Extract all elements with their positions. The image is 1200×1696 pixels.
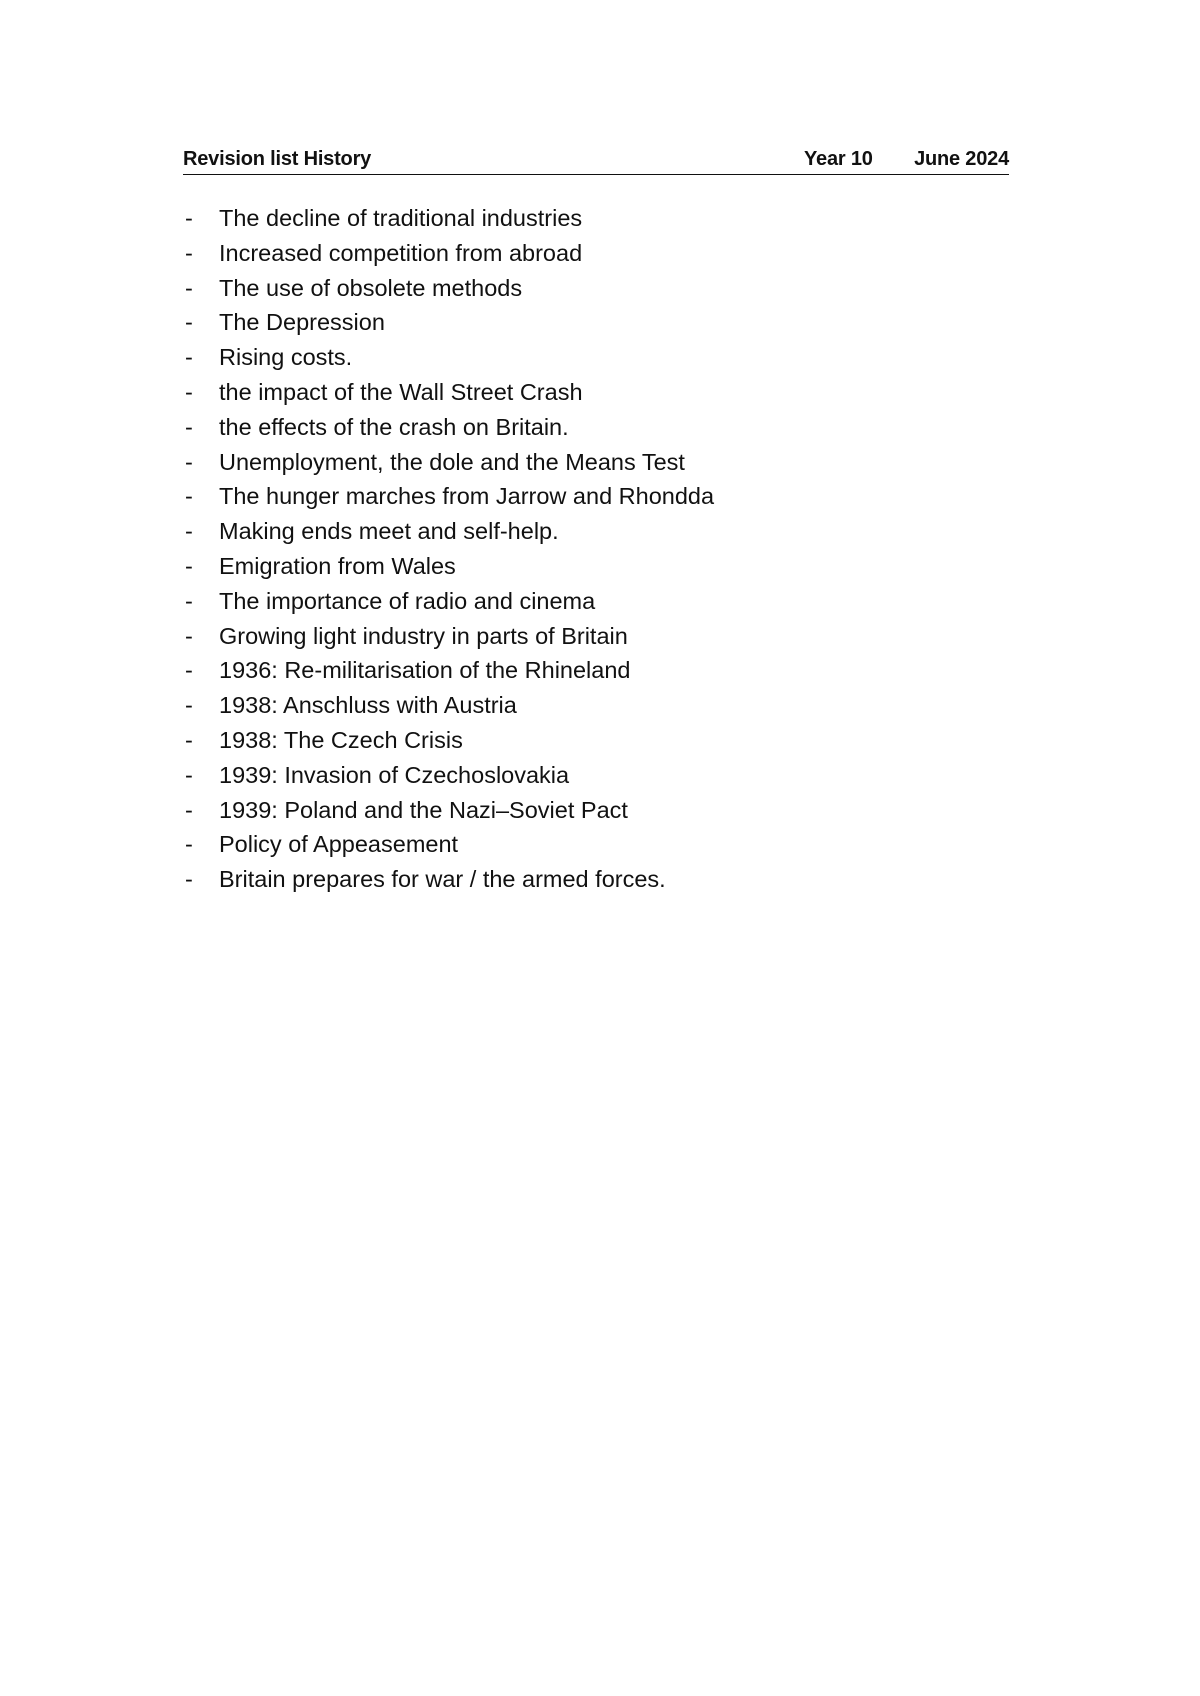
list-item-text: Making ends meet and self-help. — [219, 518, 559, 545]
list-item — [183, 584, 714, 619]
list-item — [183, 827, 714, 862]
list-item-text: 1936: Re-militarisation of the Rhineland — [219, 657, 631, 684]
list-item-text: 1938: Anschluss with Austria — [219, 692, 517, 719]
dash-bullet: - — [185, 831, 193, 858]
dash-bullet: - — [185, 796, 193, 823]
list-item — [183, 340, 714, 375]
dash-bullet: - — [185, 726, 193, 753]
dash-bullet: - — [185, 657, 193, 684]
dash-bullet: - — [185, 378, 193, 405]
list-item-text: Britain prepares for war / the armed forces. — [219, 866, 666, 893]
dash-bullet: - — [185, 483, 193, 510]
dash-bullet: - — [185, 518, 193, 545]
dash-bullet: - — [185, 761, 193, 788]
document-header — [183, 146, 1009, 175]
list-item-text: 1938: The Czech Crisis — [219, 726, 463, 753]
list-item — [183, 305, 714, 340]
dash-bullet: - — [185, 274, 193, 301]
document-title: Revision list History — [183, 148, 372, 170]
dash-bullet: - — [185, 413, 193, 440]
list-item — [183, 271, 714, 306]
dash-bullet: - — [185, 692, 193, 719]
list-item-text: The use of obsolete methods — [219, 274, 523, 301]
list-item-text: The importance of radio and cinema — [219, 587, 596, 614]
list-item-text: Policy of Appeasement — [219, 831, 459, 858]
dash-bullet: - — [185, 866, 193, 893]
list-item — [183, 375, 714, 410]
list-item — [183, 619, 714, 654]
dash-bullet: - — [185, 587, 193, 614]
list-item — [183, 236, 714, 271]
list-item-text: The Depression — [219, 309, 385, 336]
list-item — [183, 653, 714, 688]
list-item-text: Increased competition from abroad — [219, 239, 583, 266]
date-label: June 2024 — [914, 148, 1009, 170]
list-item — [183, 410, 714, 445]
list-item — [183, 688, 714, 723]
list-item — [183, 549, 714, 584]
list-item-text: Growing light industry in parts of Britain — [219, 622, 628, 649]
list-item-text: The hunger marches from Jarrow and Rhondda — [219, 483, 715, 510]
list-item-text: Unemployment, the dole and the Means Test — [219, 448, 685, 475]
list-item — [183, 479, 714, 514]
list-item-text: the impact of the Wall Street Crash — [219, 378, 583, 405]
dash-bullet: - — [185, 344, 193, 371]
dash-bullet: - — [185, 309, 193, 336]
revision-list — [183, 201, 714, 897]
list-item — [183, 793, 714, 828]
list-item-text: the effects of the crash on Britain. — [219, 413, 569, 440]
list-item — [183, 723, 714, 758]
list-item-text: 1939: Invasion of Czechoslovakia — [219, 761, 570, 788]
list-item — [183, 514, 714, 549]
list-item — [183, 201, 714, 236]
dash-bullet: - — [185, 448, 193, 475]
list-item-text: Emigration from Wales — [219, 552, 456, 579]
list-item-text: 1939: Poland and the Nazi–Soviet Pact — [219, 796, 628, 823]
dash-bullet: - — [185, 239, 193, 266]
list-item — [183, 758, 714, 793]
list-item-text: The decline of traditional industries — [219, 205, 583, 231]
dash-bullet: - — [185, 622, 193, 649]
list-item — [183, 445, 714, 480]
list-item-text: Rising costs. — [219, 344, 353, 371]
dash-bullet: - — [185, 552, 193, 579]
year-label: Year 10 — [804, 148, 873, 170]
list-item — [183, 862, 714, 897]
dash-bullet: - — [185, 205, 193, 231]
